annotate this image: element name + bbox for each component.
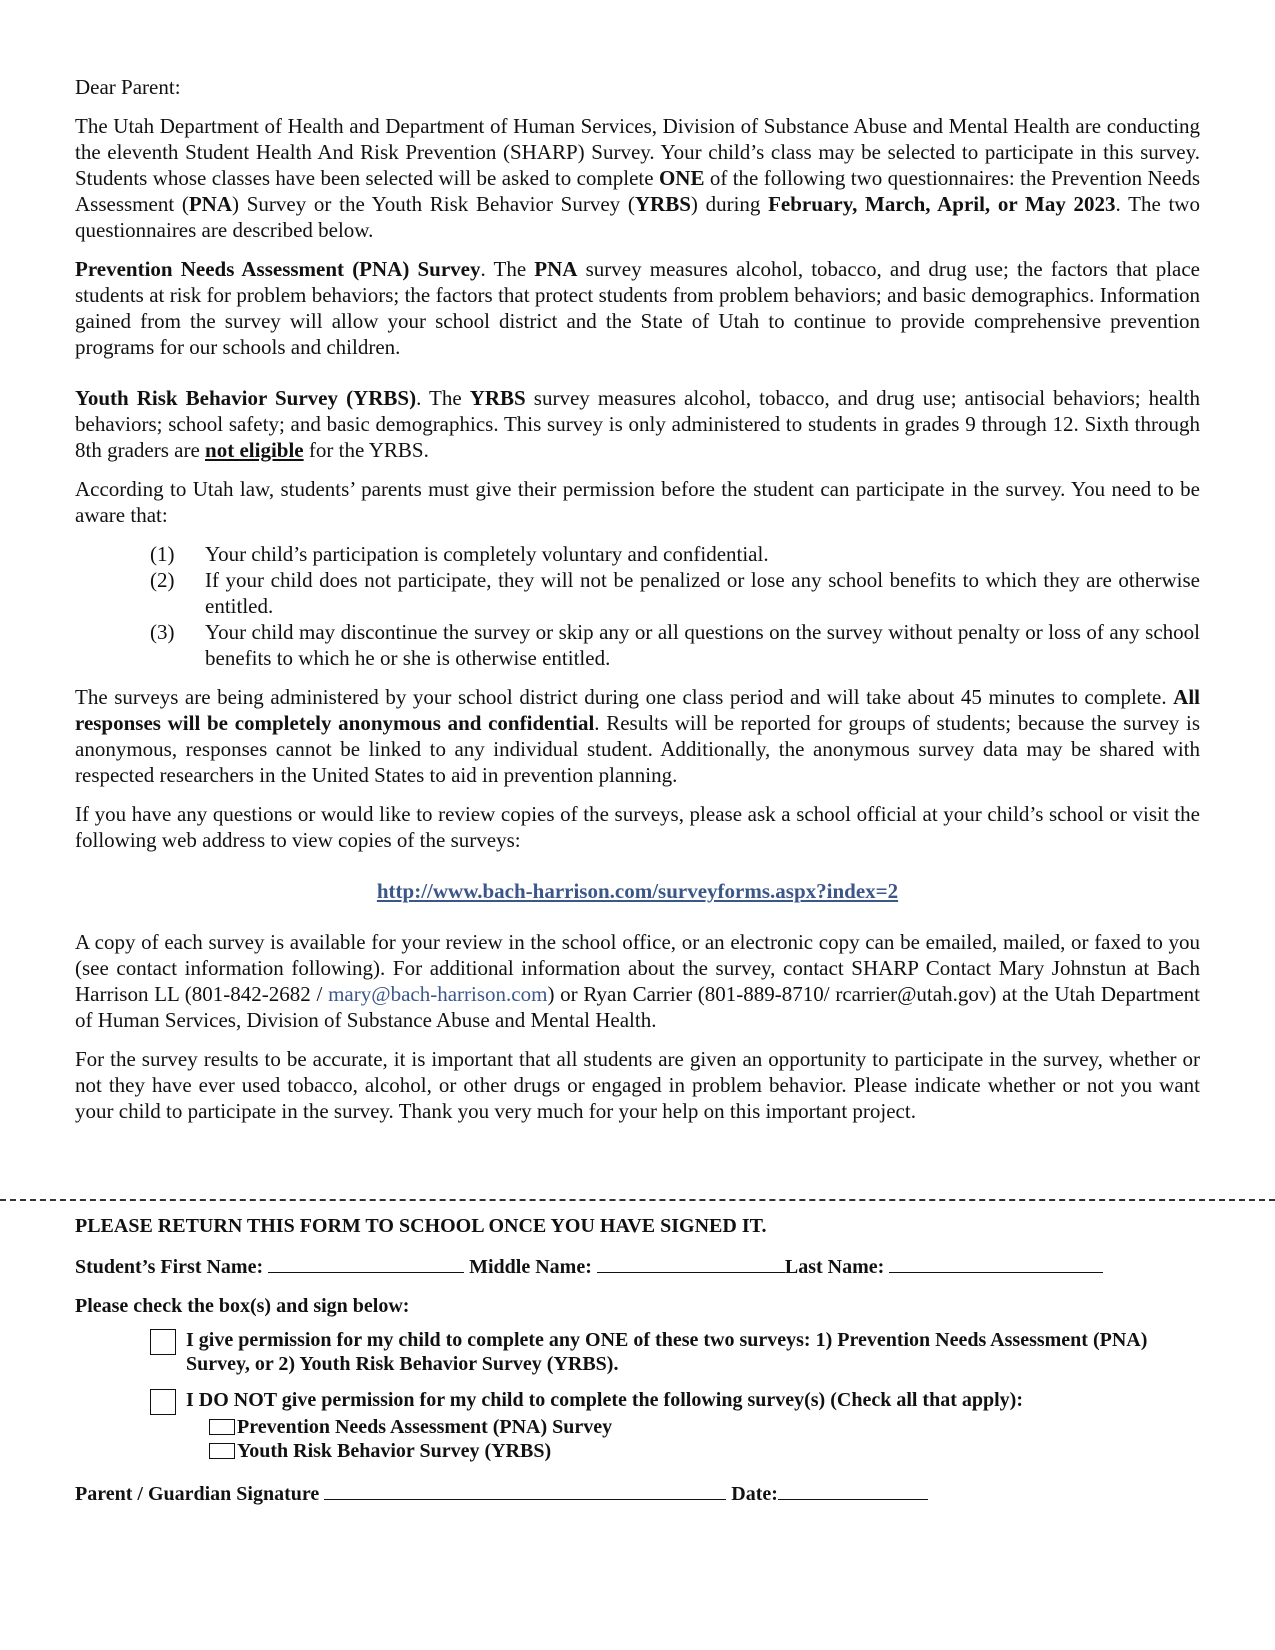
first-name-label: Student’s First Name: xyxy=(75,1256,264,1278)
signature-row xyxy=(75,1479,1200,1507)
check-instruction: Please check the box(s) and sign below: xyxy=(75,1295,410,1317)
give-permission-option xyxy=(150,1328,1200,1376)
law-paragraph: According to Utah law, students’ parents must give their permission before the student can participate in the survey. You need to be aware that: xyxy=(75,477,1200,527)
intro-paragraph: The Utah Department of Health and Department of Human Services, Division of Substance Abuse and Mental Health are conducting the eleventh Student Health And Risk Prevention (SHARP) Survey. Your child’s class may be selected to participate in this survey. Students whose classes have been selected will be asked to complete ONE of the following two questionnaires: the Prevention Needs Assessment (PNA) Survey or the Youth Risk Behavior Survey (YRBS) during February, March, April, or May 2023. The two questionnaires are described below. xyxy=(75,114,1200,242)
greeting: Dear Parent: xyxy=(75,75,181,99)
contact-email-link[interactable]: mary@bach-harrison.com xyxy=(328,982,548,1006)
deny-permission-label: I DO NOT give permission for my child to complete the following survey(s) (Check all that apply): xyxy=(186,1389,1024,1411)
permission-form xyxy=(75,1213,1200,1507)
list-item: (1) Your child’s participation is completely voluntary and confidential. xyxy=(150,542,769,566)
signature-label: Parent / Guardian Signature xyxy=(75,1483,320,1505)
middle-name-label: Middle Name: xyxy=(469,1256,592,1278)
student-name-row xyxy=(75,1252,1200,1280)
survey-url-line xyxy=(75,878,1200,904)
deny-permission-checkbox[interactable] xyxy=(150,1389,176,1415)
first-name-field[interactable] xyxy=(268,1252,464,1273)
last-name-field[interactable] xyxy=(889,1252,1103,1273)
date-label: Date: xyxy=(731,1483,778,1505)
deny-yrbs-checkbox[interactable] xyxy=(209,1443,235,1459)
deny-yrbs-option: Youth Risk Behavior Survey (YRBS) xyxy=(209,1439,1200,1463)
date-field[interactable] xyxy=(778,1479,928,1500)
survey-forms-link[interactable]: http://www.bach-harrison.com/surveyforms.aspx?index=2 xyxy=(376,879,899,903)
give-permission-label: I give permission for my child to complete any ONE of these two surveys: 1) Prevention Needs Assessment (PNA) Survey, or 2) Youth Risk Behavior Survey (YRBS). xyxy=(186,1329,1148,1375)
cut-line xyxy=(0,1199,1275,1201)
deny-permission-option xyxy=(150,1388,1200,1415)
pna-paragraph: Prevention Needs Assessment (PNA) Survey. The PNA survey measures alcohol, tobacco, and drug use; the factors that place students at risk for problem behaviors; the factors that protect students from problem behaviors; and basic demographics. Information gained from the survey will allow your school district and the State of Utah to continue to provide comprehensive prevention programs for our schools and children. xyxy=(75,257,1200,359)
give-permission-checkbox[interactable] xyxy=(150,1329,176,1355)
admin-paragraph: The surveys are being administered by your school district during one class period and will take about 45 minutes to complete. All responses will be completely anonymous and confidential. Results will be reported for groups of students; because the survey is anonymous, responses cannot be linked to any individual student. Additionally, the anonymous survey data may be shared with respected researchers in the United States to aid in prevention planning. xyxy=(75,685,1200,787)
requirements-list xyxy=(75,541,1200,671)
copy-paragraph: A copy of each survey is available for your review in the school office, or an electronic copy can be emailed, mailed, or faxed to you (see contact information following). For additional information about the survey, contact SHARP Contact Mary Johnstun at Bach Harrison LL (801-842-2682 / mary@bach-harrison.com) or Ryan Carrier (801-889-8710/ rcarrier@utah.gov) at the Utah Department of Human Services, Division of Substance Abuse and Mental Health. xyxy=(75,930,1201,1032)
list-item: (2) If your child does not participate, they will not be penalized or lose any school benefits to which they are otherwise entitled. xyxy=(150,568,1200,618)
yrbs-paragraph: Youth Risk Behavior Survey (YRBS). The YRBS survey measures alcohol, tobacco, and drug use; antisocial behaviors; health behaviors; school safety; and basic demographics. This survey is only administered to students in grades 9 through 12. Sixth through 8th graders are not eligible for the YRBS. xyxy=(75,386,1200,462)
closing-paragraph: For the survey results to be accurate, it is important that all students are given an opportunity to participate in the survey, whether or not they have ever used tobacco, alcohol, or other drugs or engaged in problem behavior. Please indicate whether or not you want your child to participate in the survey. Thank you very much for your help on this important project. xyxy=(75,1047,1200,1123)
form-heading: PLEASE RETURN THIS FORM TO SCHOOL ONCE YOU HAVE SIGNED IT. xyxy=(75,1215,767,1237)
list-item: (3) Your child may discontinue the survey or skip any or all questions on the survey without penalty or loss of any school benefits to which he or she is otherwise entitled. xyxy=(150,620,1200,670)
deny-pna-checkbox[interactable] xyxy=(209,1419,235,1435)
last-name-label: Last Name: xyxy=(784,1256,885,1278)
questions-paragraph: If you have any questions or would like to review copies of the surveys, please ask a school official at your child’s school or visit the following web address to view copies of the surveys: xyxy=(75,802,1200,852)
middle-name-field[interactable] xyxy=(597,1252,785,1273)
signature-field[interactable] xyxy=(324,1479,726,1500)
deny-pna-option: Prevention Needs Assessment (PNA) Survey xyxy=(209,1415,1200,1439)
letter-body xyxy=(75,74,1200,1124)
